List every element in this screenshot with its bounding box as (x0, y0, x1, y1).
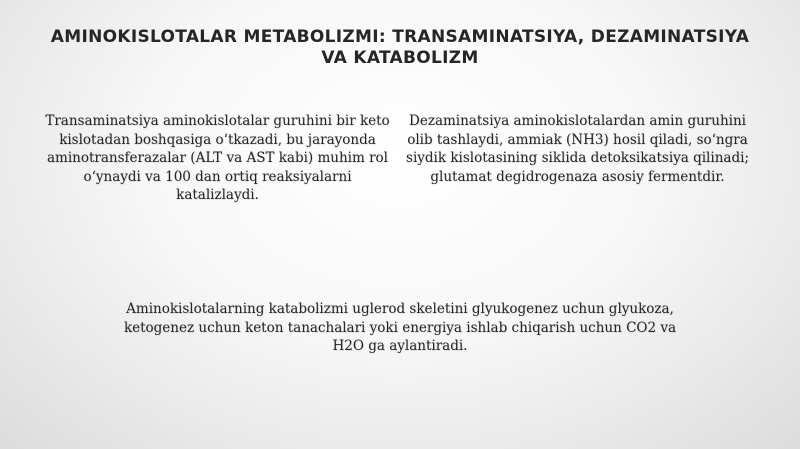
deamination-paragraph: Dezaminatsiya aminokislotalardan amin guruhini olib tashlaydi, ammiak (NH3) hosil qiladi, soʻngra siydik kislotasining siklida detoksikatsiya qilinadi; glutamat degidrogenaza asosiy fermentdir. (406, 113, 749, 185)
catabolism-paragraph: Aminokislotalarning katabolizmi uglerod skeletini glyukogenez uchun glyukoza, ketogenez uchun keton tanachalari yoki energiya ishlab chiqarish uchun CO2 va H2O ga aylantiradi. (123, 301, 677, 354)
slide-title: AMINOKISLOTALAR METABOLIZMI: TRANSAMINATSIYA, DEZAMINATSIYA VA KATABOLIZM (50, 27, 750, 68)
transamination-paragraph: Transaminatsiya aminokislotalar guruhini bir keto kislotadan boshqasiga oʻtkazadi, bu jarayonda aminotransferazalar (ALT va AST kabi) muhim rol oʻynaydi va 100 dan ortiq reaksiyalarni katalizlaydi. (45, 113, 390, 203)
